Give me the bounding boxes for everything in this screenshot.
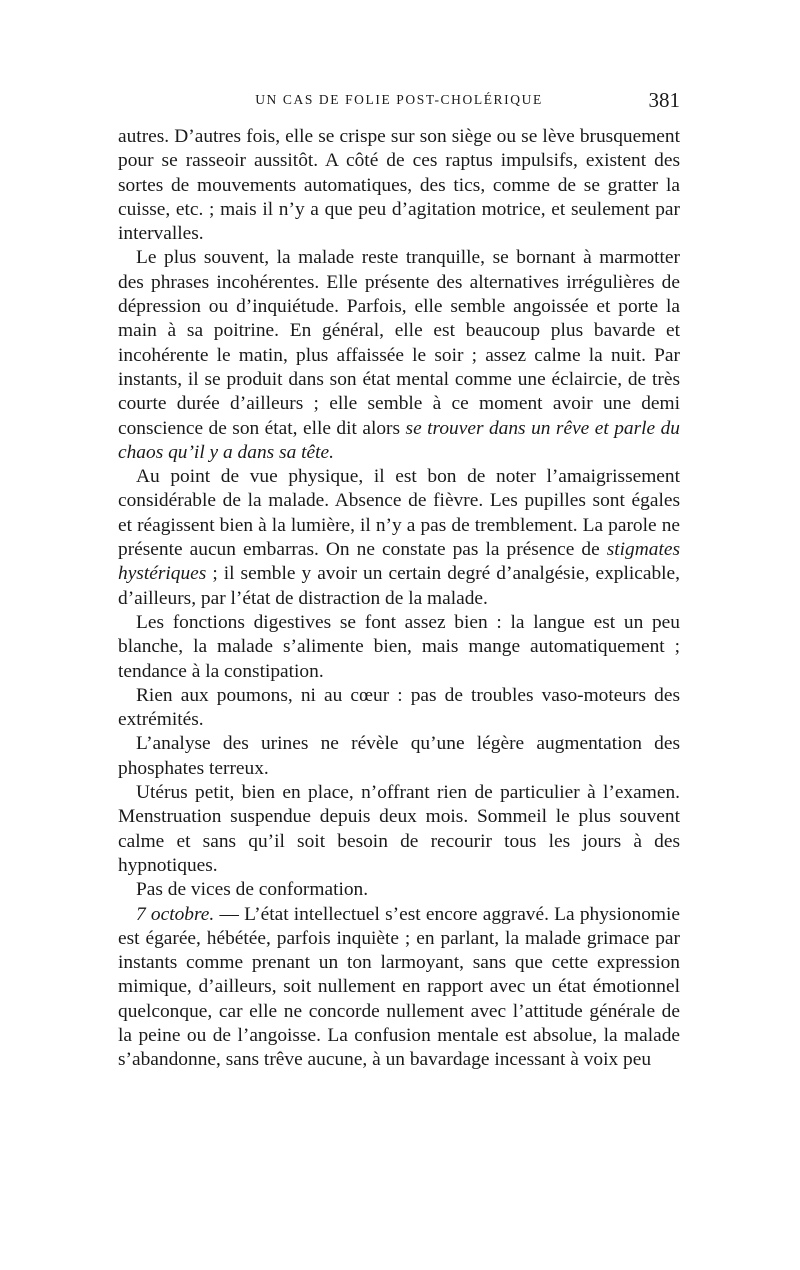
paragraph: Le plus souvent, la malade reste tranquille, se bornant à marmotter des phrases incohérentes. Elle présente des alternatives irrégulières de dépression ou d’inquiétude. Parfois, elle semble angoissée et porte la main à sa poitrine. En général, elle est beaucoup plus bavarde et incohérente le matin, plus affaissée le soir ; assez calme la nuit. Par instants, il se produit dans son état mental comme une éclaircie, de très courte durée d’ailleurs ; elle semble à ce moment avoir une demi conscience de son état, elle dit alors se trouver dans un rêve et parle du chaos qu’il y a dans sa tête. [118,247,680,463]
paragraph: L’analyse des urines ne révèle qu’une légère augmentation des phosphates terreux. [118,733,680,779]
paragraph: Rien aux poumons, ni au cœur : pas de troubles vaso-moteurs des extrémités. [118,684,680,731]
italic-term: stigmates hystériques [118,539,680,585]
paragraph: Pas de vices de conformation. [136,879,369,901]
date-label: 7 octobre. [136,903,215,925]
paragraph: Les fonctions digestives se font assez bien : la langue est un peu blanche, la malade s’alimente bien, mais mange automatiquement ; tendance à la constipation. [118,611,680,682]
running-head [118,88,680,116]
paragraph: Au point de vue physique, il est bon de noter l’amaigrissement considérable de la malade. Absence de fièvre. Les pupilles sont égales et réagissent bien à la lumière, il n’y a pas de tremblement. La parole ne présente aucun embarras. On ne constate pas la présence de stigmates hystériques ; il semble y avoir un certain degré d’analgésie, explicable, d’ailleurs, par l’état de distraction de la malade. [118,466,680,609]
italic-quote: se trouver dans un rêve et parle du chaos qu’il y a dans sa tête. [118,417,680,463]
body-text [118,125,680,1073]
page-number: 381 [648,88,680,112]
paragraph: autres. D’autres fois, elle se crispe sur son siège ou se lève brusquement pour se rasseoir aussitôt. A côté de ces raptus impulsifs, existent des sortes de mouvements automatiques, des tics, comme de se gratter la cuisse, etc. ; mais il n’y a que peu d’agitation motrice, et seulement par intervalles. [118,126,680,245]
paragraph: 7 octobre. — L’état intellectuel s’est encore aggravé. La physionomie est égarée, hébétée, parfois inquiète ; en parlant, la malade grimace par instants comme prenant un ton larmoyant, sans que cette expression mimique, d’ailleurs, soit nullement en rapport avec un état émotionnel quelconque, car elle ne concorde nullement avec l’attitude générale de la peine ou de l’angoisse. La confusion mentale est absolue, la malade s’abandonne, sans trêve aucune, à un bavardage incessant à voix peu [118,903,681,1071]
paragraph: Utérus petit, bien en place, n’offrant rien de particulier à l’examen. Menstruation suspendue depuis deux mois. Sommeil le plus souvent calme et sans qu’il soit besoin de recourir tous les jours à des hypnotiques. [118,782,680,876]
running-title: UN CAS DE FOLIE POST-CHOLÉRIQUE [255,92,543,107]
